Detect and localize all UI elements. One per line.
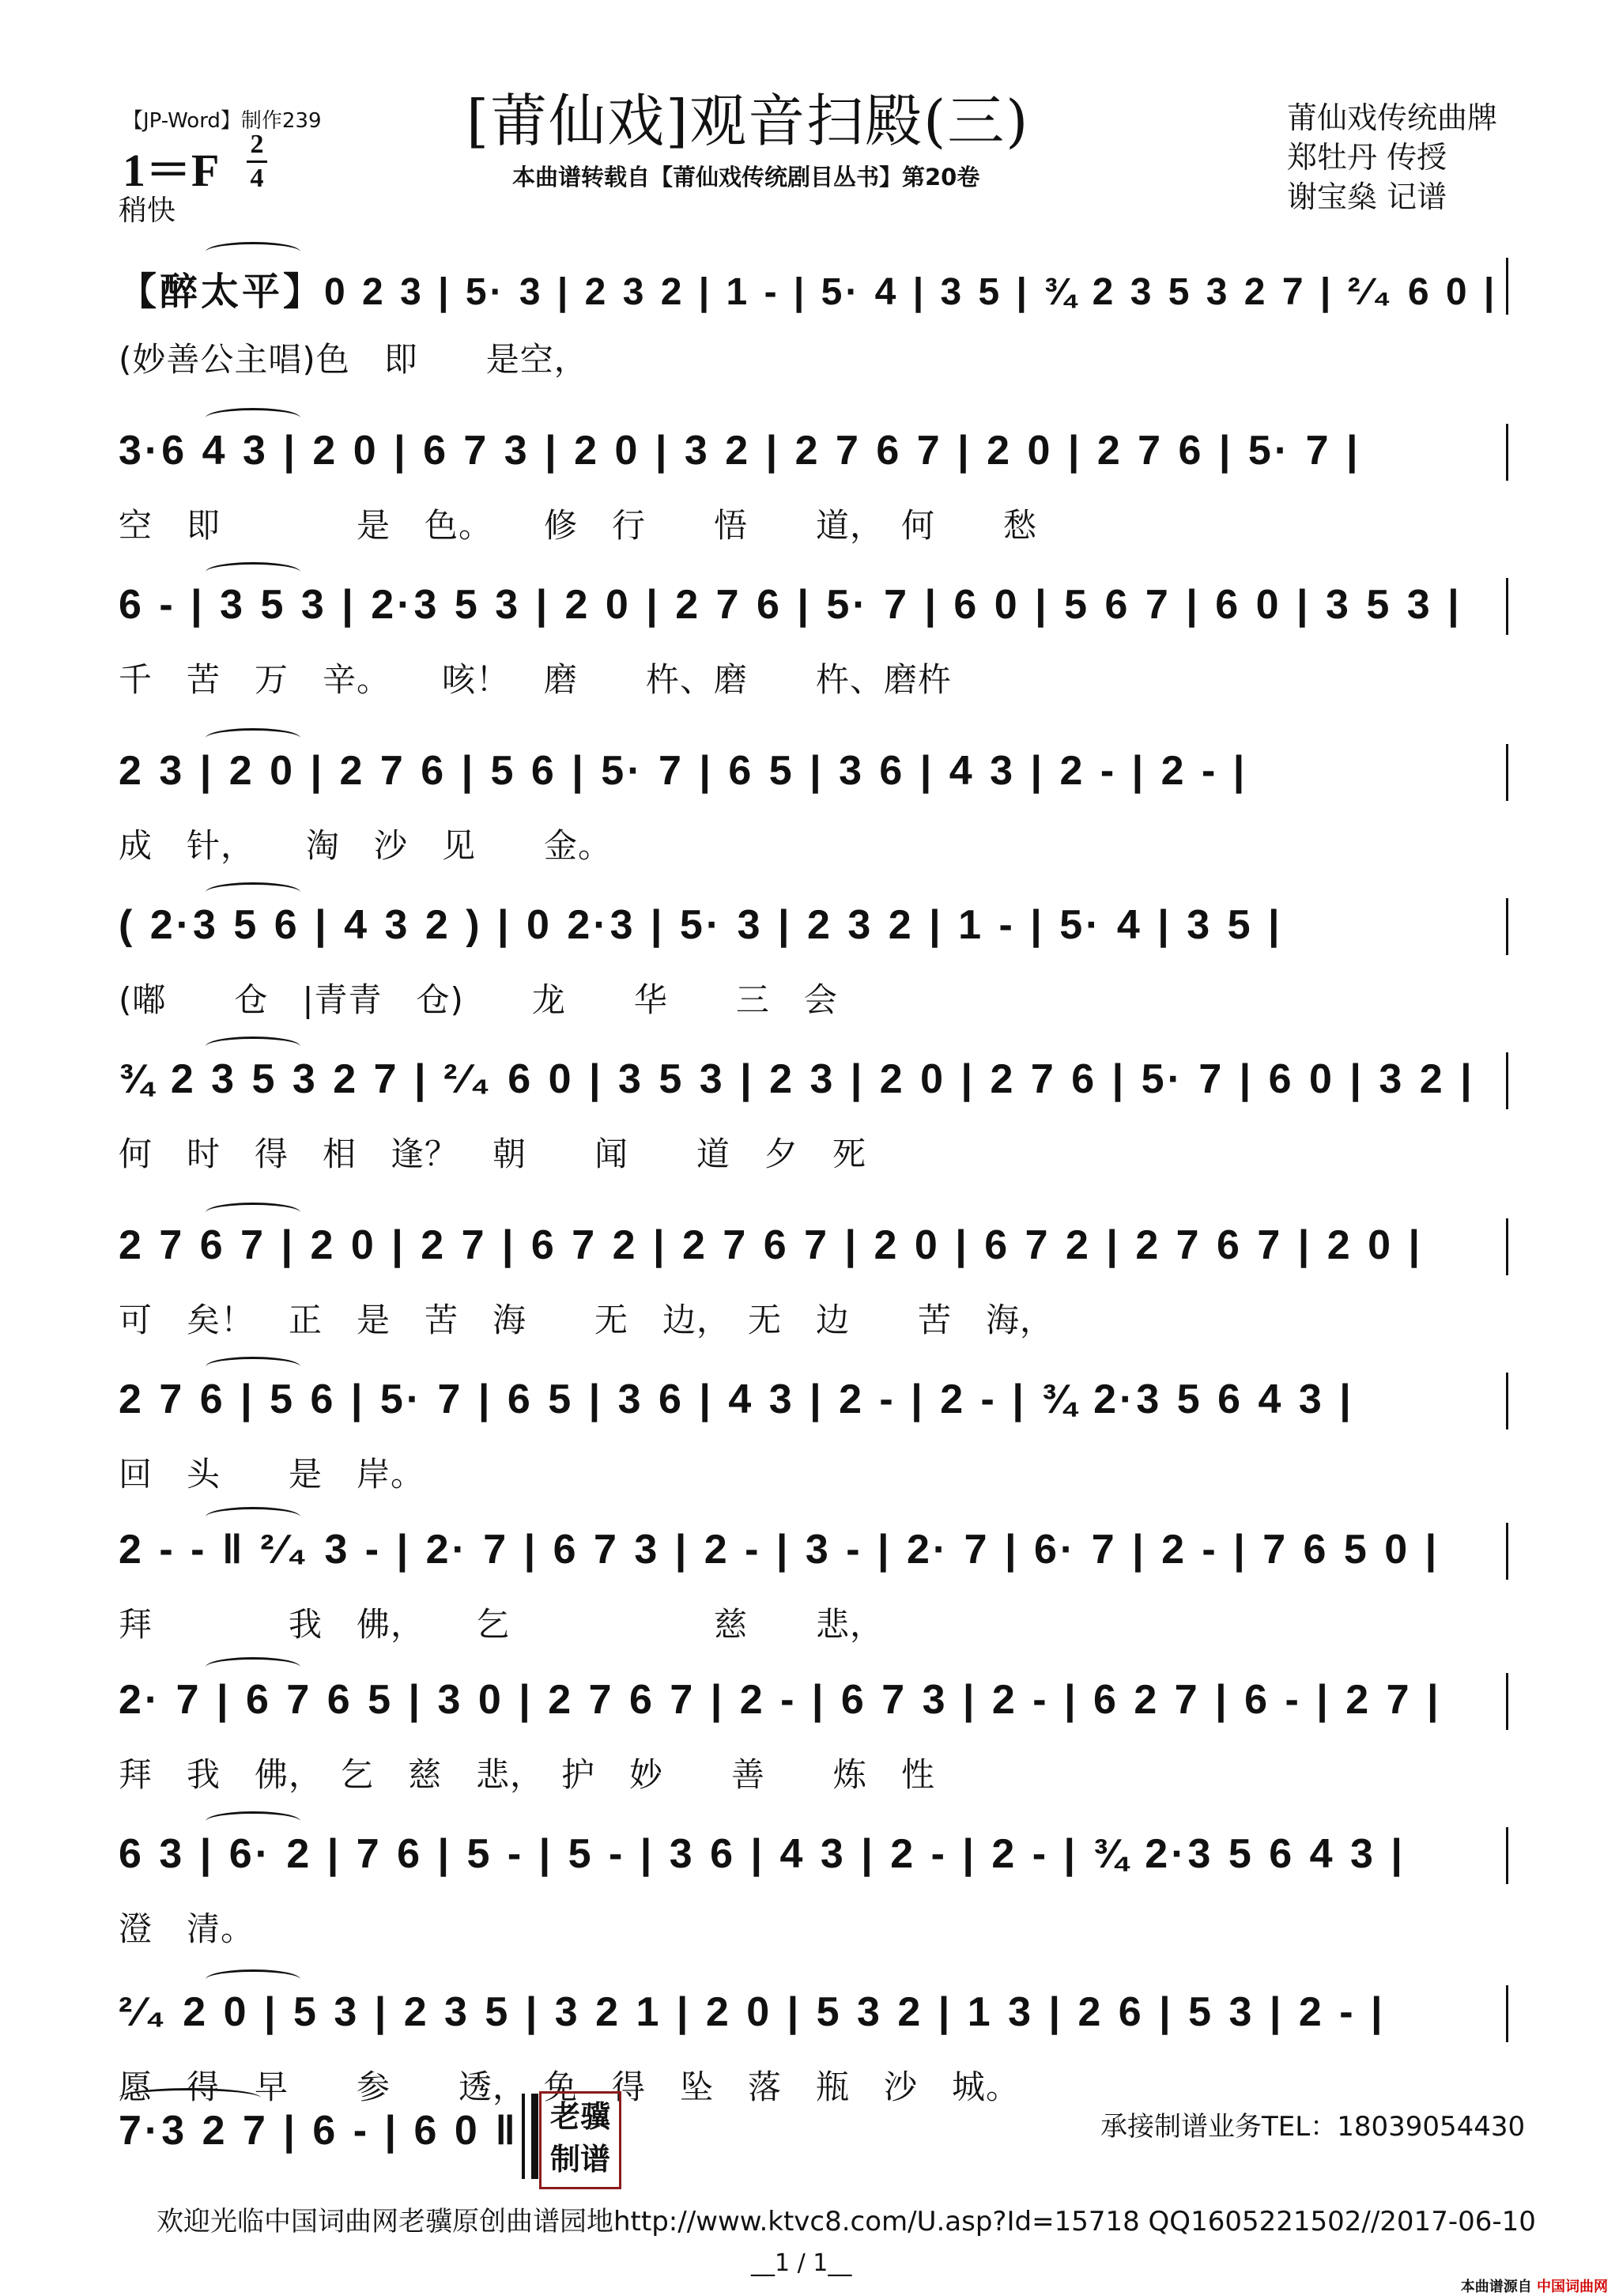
slur-mark <box>206 1657 300 1677</box>
lyric-row: 千 苦 万 辛。 咳！ 磨 杵、磨 杵、磨杵 <box>119 660 953 699</box>
tempo-marking: 稍快 <box>119 194 176 227</box>
slur-mark <box>206 728 300 748</box>
lyric-row: (嘟 仓 |青青 仓) 龙 华 三 会 <box>119 980 838 1019</box>
source-brand <box>1461 2275 1608 2296</box>
slur-mark <box>206 408 300 428</box>
brand-prefix: 本曲谱源自 <box>1460 2279 1532 2295</box>
slur-mark <box>206 1811 300 1831</box>
slur-mark <box>206 1357 300 1376</box>
notation-row: 2 7 6 7 | 2 0 | 2 7 | 6 7 2 | 2 7 6 7 | 2 0 | 6 7 2 | 2 7 6 7 | 2 0 | <box>119 1222 1424 1268</box>
stamp-line-2: 制谱 <box>549 2142 610 2177</box>
row-end-barline <box>1506 1827 1508 1884</box>
row-end-barline <box>1506 1218 1508 1275</box>
lyric-row: 拜 我 佛， 乞 慈 悲， <box>119 1605 885 1644</box>
row-end-barline <box>1506 424 1508 481</box>
key-signature: 1＝F <box>123 145 220 196</box>
notation-row: 2 3 | 2 0 | 2 7 6 | 5 6 | 5· 7 | 6 5 | 3 6 | 4 3 | 2 - | 2 - | <box>119 748 1248 794</box>
time-divider <box>247 160 267 163</box>
notation-row: 【醉太平】0 2 3 | 5· 3 | 2 3 2 | 1 - | 5· 4 | 3 5 | ¾ 2 3 5 3 2 7 | ²⁄₄ 6 0 | <box>119 271 1498 313</box>
lyric-row: 空 即 是 色。 修 行 悟 道， 何 愁 <box>119 506 1038 545</box>
credit-source: 莆仙戏传统曲牌 <box>1287 100 1498 135</box>
page-subtitle: 本曲谱转载自【莆仙戏传统剧目丛书】第20卷 <box>512 164 980 191</box>
notation-row: 7·3 2 7 | 6 - | 6 0 ‖ <box>119 2108 519 2154</box>
notation-row: ¾ 2 3 5 3 2 7 | ²⁄₄ 6 0 | 3 5 3 | 2 3 | 2 0 | 2 7 6 | 5· 7 | 6 0 | 3 2 | <box>119 1056 1475 1102</box>
notation-row: ( 2·3 5 6 | 4 3 2 ) | 0 2·3 | 5· 3 | 2 3 2 | 1 - | 5· 4 | 3 5 | <box>119 902 1283 948</box>
maker-stamp <box>539 2091 621 2189</box>
slur-mark <box>206 562 300 582</box>
lyric-row: 可 矣！ 正 是 苦 海 无 边， 无 边 苦 海， <box>119 1301 1055 1339</box>
page-number: __1 / 1__ <box>751 2249 852 2277</box>
lyric-row: (妙善公主唱)色 即 是空， <box>119 340 588 379</box>
row-end-barline <box>1506 1373 1508 1429</box>
credit-teacher: 郑牡丹 传授 <box>1287 140 1447 175</box>
notation-row: 2 7 6 | 5 6 | 5· 7 | 6 5 | 3 6 | 4 3 | 2 - | 2 - | ¾ 2·3 5 6 4 3 | <box>119 1376 1354 1422</box>
row-end-barline <box>1506 1985 1508 2042</box>
row-end-barline <box>1506 1052 1508 1109</box>
time-numerator: 2 <box>250 130 264 159</box>
notation-row: 3·6 4 3 | 2 0 | 6 7 3 | 2 0 | 3 2 | 2 7 6 7 | 2 0 | 2 7 6 | 5· 7 | <box>119 428 1361 474</box>
row-end-barline <box>1506 258 1508 315</box>
contact-info: 承接制谱业务TEL：18039054430 <box>1100 2111 1526 2143</box>
slur-mark <box>206 1203 300 1222</box>
slur-mark <box>206 1507 300 1527</box>
notation-row: 2· 7 | 6 7 6 5 | 3 0 | 2 7 6 7 | 2 - | 6 7 3 | 2 - | 6 2 7 | 6 - | 2 7 | <box>119 1677 1442 1723</box>
time-denominator: 4 <box>250 164 264 193</box>
final-double-barline <box>522 2094 538 2179</box>
row-end-barline <box>1506 744 1508 801</box>
notation-row: 6 - | 3 5 3 | 2·3 5 3 | 2 0 | 2 7 6 | 5· 7 | 6 0 | 5 6 7 | 6 0 | 3 5 3 | <box>119 582 1462 628</box>
slur-mark <box>206 1037 300 1056</box>
slur-mark <box>206 242 300 262</box>
notation-row: ²⁄₄ 2 0 | 5 3 | 2 3 5 | 3 2 1 | 2 0 | 5 3 2 | 1 3 | 2 6 | 5 3 | 2 - | <box>119 1989 1386 2035</box>
time-signature <box>247 130 267 193</box>
notation-row: 6 3 | 6· 2 | 7 6 | 5 - | 5 - | 3 6 | 4 3 | 2 - | 2 - | ¾ 2·3 5 6 4 3 | <box>119 1831 1406 1877</box>
stamp-line-1: 老骥 <box>549 2099 610 2134</box>
slur-mark <box>119 2088 261 2108</box>
lyric-row: 回 头 是 岸。 <box>119 1455 425 1494</box>
maker-label: 【JP-Word】制作239 <box>123 109 322 133</box>
lyric-row: 拜 我 佛， 乞 慈 悲， 护 妙 善 炼 性 <box>119 1755 936 1794</box>
slur-mark <box>206 1969 300 1989</box>
row-end-barline <box>1506 1523 1508 1580</box>
lyric-row: 愿 得 早 参 透， 免 得 坠 落 瓶 沙 城。 <box>119 2068 1021 2106</box>
row-end-barline <box>1506 578 1508 635</box>
lyric-row: 澄 清。 <box>119 1909 255 1948</box>
row-end-barline <box>1506 898 1508 955</box>
notation-row: 2 - - ‖ ²⁄₄ 3 - | 2· 7 | 6 7 3 | 2 - | 3 - | 2· 7 | 6· 7 | 2 - | 7 6 5 0 | <box>119 1527 1440 1573</box>
brand-site[interactable]: 中国词曲网 <box>1537 2279 1608 2295</box>
page-title: [莆仙戏]观音扫殿(三) <box>466 88 1030 154</box>
lyric-row: 何 时 得 相 逢？ 朝 闻 道 夕 死 <box>119 1135 867 1173</box>
footer-link-text[interactable]: 欢迎光临中国词曲网老骥原创曲谱园地http://www.ktvc8.com/U.asp?Id=15718 QQ1605221502//2017-06-10 <box>157 2206 1536 2237</box>
slur-mark <box>206 882 300 902</box>
row-end-barline <box>1506 1673 1508 1730</box>
credit-notation: 谢宝燊 记谱 <box>1287 179 1447 214</box>
lyric-row: 成 针， 淘 沙 见 金。 <box>119 826 613 865</box>
